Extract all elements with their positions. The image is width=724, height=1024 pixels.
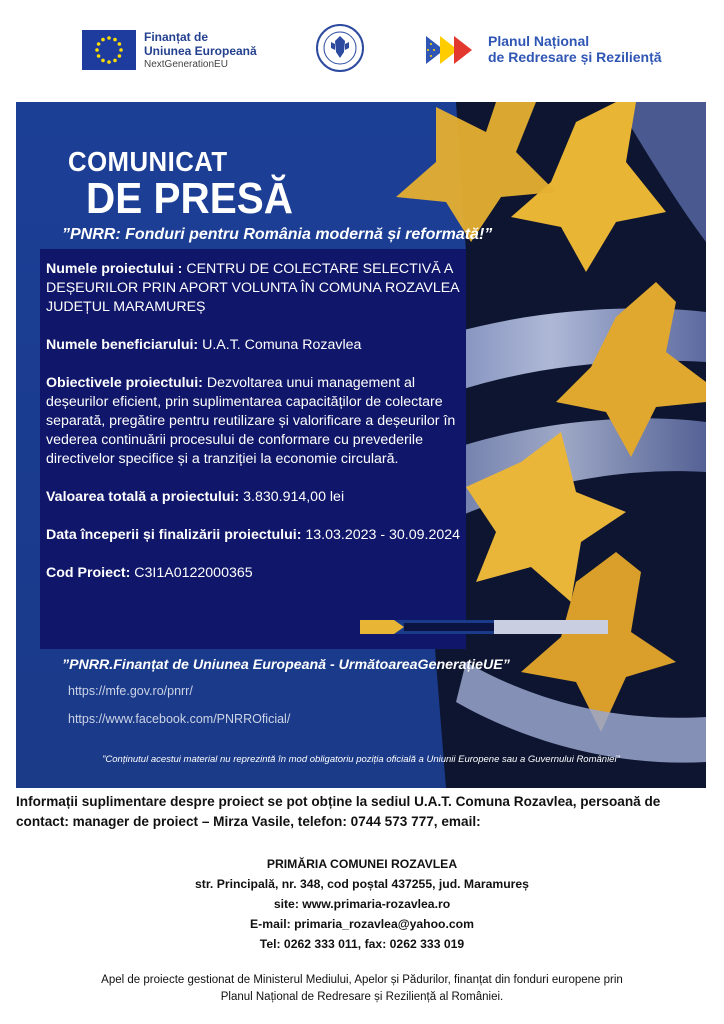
dates-label: Data începerii și finalizării proiectului:	[46, 527, 302, 543]
objectives-row	[46, 374, 466, 469]
disclaimer: ”Conținutul acestui material nu reprezintă în mod obligatoriu poziția oficială a Uniunii Europene sau a Guvernului României”	[102, 754, 620, 765]
eu-logo-line3: NextGenerationEU	[144, 59, 228, 70]
facebook-link[interactable]: https://www.facebook.com/PNRROficial/	[68, 712, 291, 726]
contact-block	[0, 854, 724, 954]
eu-logo-text	[144, 30, 257, 72]
dates-row	[46, 526, 466, 545]
mfe-link[interactable]: https://mfe.gov.ro/pnrr/	[68, 684, 193, 698]
pnrr-logo-line1: Planul Național	[488, 33, 590, 49]
romanian-government-seal-icon	[316, 24, 364, 72]
footer-note	[40, 972, 684, 1006]
pnrr-logo-icon	[426, 34, 482, 66]
additional-info: Informații suplimentare despre proiect se pot obține la sediul U.A.T. Comuna Rozavlea, persoană de contact: manager de proiect – Mirza Vasile, telefon: 0744 573 777, email:	[16, 794, 661, 829]
header-logos	[0, 0, 724, 100]
pnrr-logo-line2: de Redresare și Reziliență	[488, 49, 662, 65]
beneficiary-label: Numele beneficiarului:	[46, 337, 199, 353]
total-value-row	[46, 488, 466, 507]
total-value-label: Valoarea totală a proiectului:	[46, 489, 240, 505]
press-release-poster	[16, 102, 706, 788]
contact-email[interactable]: E-mail: primaria_rozavlea@yahoo.com	[250, 917, 474, 931]
title-line2: DE PRESĂ	[86, 174, 293, 223]
project-info	[46, 260, 466, 602]
decorative-progress-bar	[360, 620, 608, 634]
total-value: 3.830.914,00 lei	[243, 489, 345, 505]
pnrr-logo-text	[488, 33, 662, 65]
beneficiary-row	[46, 336, 466, 355]
footer-line1: Apel de proiecte gestionat de Ministerul Mediului, Apelor și Pădurilor, finanțat din fonduri europene prin	[101, 974, 623, 986]
contact-site[interactable]: site: www.primaria-rozavlea.ro	[273, 897, 451, 911]
eu-funding-slogan: ”PNRR.Finanțat de Uniunea Europeană - UrmătoareaGenerațieUE”	[62, 657, 510, 673]
dates-value: 13.03.2023 - 30.09.2024	[305, 527, 461, 543]
eu-logo-line1: Finanțat de	[144, 30, 209, 44]
eu-logo-line2: Uniunea Europeană	[144, 44, 257, 58]
project-name-value: CENTRU DE COLECTARE SELECTIVĂ A DEȘEURILOR PRIN APORT VOLUNTA ÎN COMUNA ROZAVLEA JUDEȚUL MARAMUREȘ	[46, 261, 459, 315]
objectives-label: Obiectivele proiectului:	[46, 375, 203, 391]
title-line1: COMUNICAT	[68, 146, 228, 177]
objectives-value: Dezvoltarea unui management al deșeurilor eficient, prin suplimentarea capacităților de colectare separată, pregătire pentru reutilizare și valorificare a deșeurilor în vederea continuării procesului de conformare cu prevederile directivelor specifice și a tranziției la economie circulară.	[46, 375, 456, 467]
footer-line2: Planul Național de Redresare și Reziliență al României.	[220, 991, 504, 1003]
project-code-row	[46, 564, 466, 583]
contact-address: str. Principală, nr. 348, cod poștal 437255, jud. Maramureș	[195, 877, 529, 891]
contact-name: PRIMĂRIA COMUNEI ROZAVLEA	[266, 857, 458, 871]
contact-phone: Tel: 0262 333 011, fax: 0262 333 019	[259, 937, 465, 951]
eu-flag-icon	[82, 30, 136, 70]
project-name-label: Numele proiectului :	[46, 261, 183, 277]
pnrr-slogan: ”PNRR: Fonduri pentru România modernă și reformată!”	[62, 226, 493, 243]
project-name-row	[46, 260, 466, 317]
project-code-value: C3I1A0122000365	[134, 565, 253, 581]
project-code-label: Cod Proiect:	[46, 565, 131, 581]
beneficiary-value: U.A.T. Comuna Rozavlea	[202, 337, 362, 353]
